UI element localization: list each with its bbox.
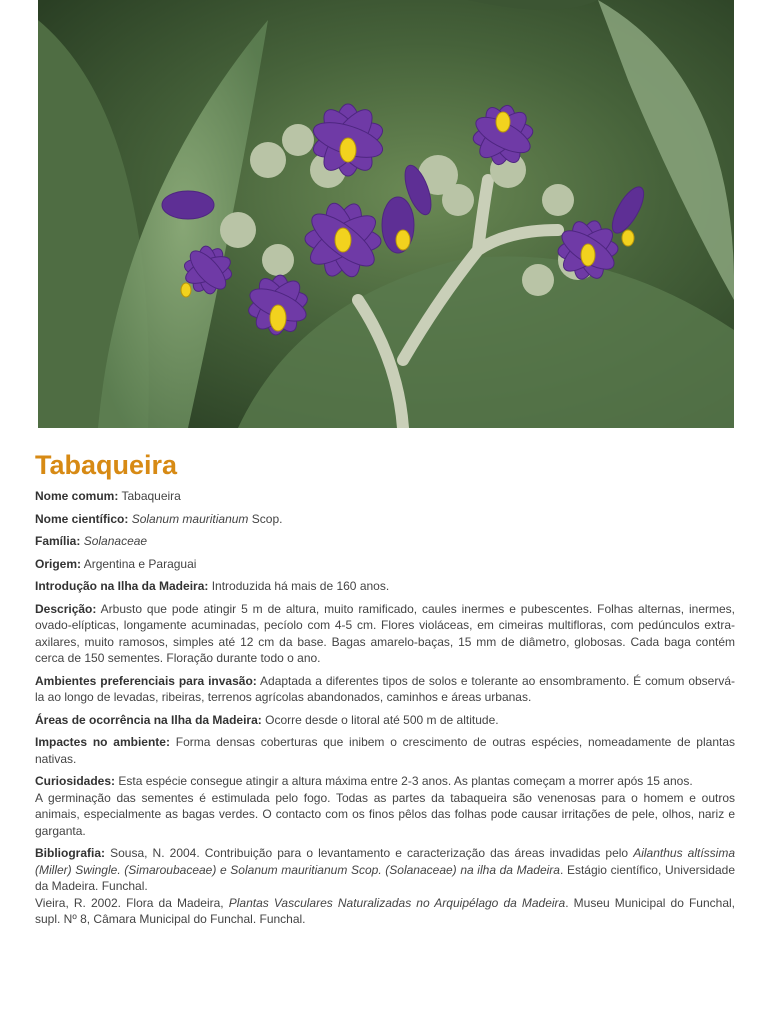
scientific-name-entry xyxy=(35,511,735,528)
impacts-entry xyxy=(35,734,735,767)
common-name-entry xyxy=(35,488,735,505)
reference-1-source: . Estágio científico, Universidade da Madeira. Funchal. xyxy=(35,862,735,893)
occurrence-areas-value: Ocorre desde o litoral até 500 m de altitude. xyxy=(265,712,499,727)
description-label: Descrição: xyxy=(35,601,97,616)
page-title: Tabaqueira xyxy=(35,450,178,480)
family-value: Solanaceae xyxy=(83,534,148,548)
origin-entry xyxy=(35,556,735,573)
introduction-entry xyxy=(35,578,735,595)
reference-1-text: Sousa, N. 2004. Contribuição para o levantamento e caracterização das áreas invadidas pelo xyxy=(110,846,629,860)
curiosities-text-1: Esta espécie consegue atingir a altura máxima entre 2-3 anos. As plantas começam a morrer após 15 anos. xyxy=(118,774,693,788)
scientific-name-species: Solanum mauritianum xyxy=(131,511,249,526)
occurrence-areas-label: Áreas de ocorrência na Ilha da Madeira: xyxy=(35,712,262,727)
description-entry xyxy=(35,601,735,667)
reference-1-title: Ailanthus altíssima (Miller) Swingle. (Simaroubaceae) e Solanum mauritianum Scop. (Solanaceae) na ilha da Madeira xyxy=(35,846,735,877)
habitats-label: Ambientes preferenciais para invasão: xyxy=(35,673,257,688)
reference-2-title: Plantas Vasculares Naturalizadas no Arquipélago da Madeira xyxy=(228,895,566,910)
occurrence-areas-entry xyxy=(35,712,735,729)
curiosities-label: Curiosidades: xyxy=(35,774,116,788)
family-entry xyxy=(35,533,735,550)
introduction-value: Introduzida há mais de 160 anos. xyxy=(211,579,390,593)
impacts-label: Impactes no ambiente: xyxy=(35,735,170,749)
scientific-name-label: Nome científico: xyxy=(35,511,129,526)
family-label: Família: xyxy=(35,534,81,548)
flower-illustration xyxy=(38,0,734,428)
description-value: Arbusto que pode atingir 5 m de altura, muito ramificado, caules inermes e pubescentes. Folhas alternas, inermes, ovado-elípticas, longamente acuminadas, pecíolo com 4-5 cm. Flores violáceas, em cimeiras multifloras, com pedúnculos extra-axilares, muito ramosos, simples até 12 cm da base. Bagas amarelo-baças, 15 mm de diâmetro, globosas. Cada baga contém cerca de 150 sementes. Floração durante todo o ano. xyxy=(35,601,736,665)
reference-2-text: Vieira, R. 2002. Flora da Madeira, xyxy=(35,895,224,910)
bibliography-entry xyxy=(35,845,735,928)
scientific-name-author: Scop. xyxy=(251,511,283,526)
reference-2 xyxy=(35,895,735,928)
tabaqueira-photo xyxy=(38,0,734,428)
impacts-value: Forma densas coberturas que inibem o crescimento de outras espécies, nomeadamente de plantas nativas. xyxy=(35,735,735,766)
common-name-label: Nome comum: xyxy=(35,489,119,503)
species-sheet xyxy=(35,448,735,934)
curiosities-text-2: A germinação das sementes é estimulada pelo fogo. Todas as partes da tabaqueira são venenosas para o homem e outros animais, especialmente as bagas verdes. O contacto com os finos pêlos das folhas pode causar irritações de pele, olhos, nariz e garganta. xyxy=(35,790,735,838)
origin-value: Argentina e Paraguai xyxy=(83,556,197,571)
habitats-entry xyxy=(35,673,735,706)
introduction-label: Introdução na Ilha da Madeira: xyxy=(35,579,209,593)
bibliography-label: Bibliografia: xyxy=(35,846,106,860)
common-name-value: Tabaqueira xyxy=(121,489,181,503)
curiosities-entry xyxy=(35,773,735,839)
reference-2-source: . Museu Municipal do Funchal, supl. Nº 8, Câmara Municipal do Funchal. Funchal. xyxy=(35,895,735,926)
origin-label: Origem: xyxy=(35,556,82,571)
habitats-value: Adaptada a diferentes tipos de solos e tolerante ao ensombramento. É comum observá-la ao longo de levadas, ribeiras, terrenos agrícolas abandonados, caminhos e áreas urbanas. xyxy=(35,673,735,704)
